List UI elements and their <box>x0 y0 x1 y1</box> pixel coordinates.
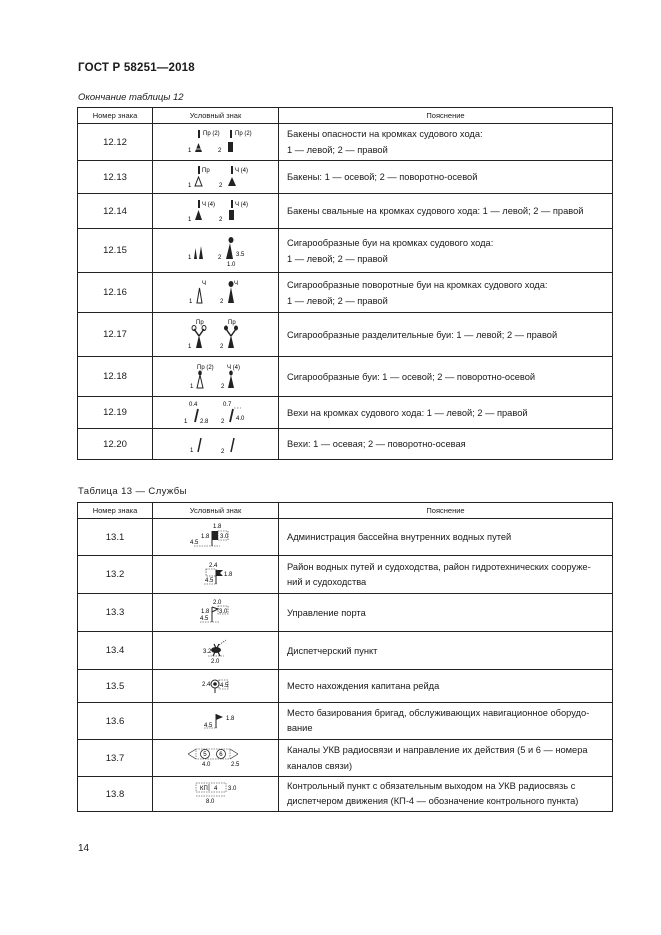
svg-text:4.5: 4.5 <box>204 577 213 584</box>
svg-text:4.5: 4.5 <box>199 615 208 622</box>
svg-text:1.8: 1.8 <box>225 716 234 722</box>
table13-caption: Таблица 13 — Службы <box>78 486 187 497</box>
sign-explanation: Место базирования бригад, обслуживающих навигационное оборудо- вание <box>279 703 613 740</box>
svg-text:2: 2 <box>217 148 221 154</box>
svg-text:2: 2 <box>218 217 222 223</box>
svg-text:Пр: Пр <box>201 168 210 174</box>
cigar-turning-buoys-icon <box>176 277 256 309</box>
sign-explanation: Вехи: 1 — осевая; 2 — поворотно-осевая <box>279 429 613 460</box>
sign-symbol-cell <box>153 556 279 594</box>
sign-number: 12.15 <box>78 229 153 273</box>
svg-text:1.8: 1.8 <box>200 608 209 615</box>
column-header-explanation: Пояснение <box>279 108 613 124</box>
sign-explanation: Бакены опасности на кромках судового хода: 1 — левой; 2 — правой <box>279 124 613 161</box>
table-row <box>78 670 613 703</box>
svg-text:Ч (4): Ч (4) <box>201 202 215 208</box>
sign-explanation: Сигарообразные буи на кромках судового хода: 1 — левой; 2 — правой <box>279 229 613 273</box>
sign-number: 13.4 <box>78 632 153 670</box>
svg-text:Ч (4): Ч (4) <box>234 168 248 174</box>
svg-text:Ч (4): Ч (4) <box>234 202 248 208</box>
sign-symbol-cell <box>153 519 279 556</box>
sign-number: 13.2 <box>78 556 153 594</box>
table-row <box>78 740 613 777</box>
svg-text:2: 2 <box>219 343 223 350</box>
sign-explanation: Сигарообразные поворотные буи на кромках судового хода: 1 — левой; 2 — правой <box>279 273 613 313</box>
sign-number: 13.8 <box>78 777 153 812</box>
sign-symbol-cell <box>153 594 279 632</box>
sign-number: 12.13 <box>78 161 153 194</box>
svg-text:Пр: Пр <box>227 319 236 326</box>
sign-number: 13.7 <box>78 740 153 777</box>
table-row <box>78 519 613 556</box>
svg-text:4.5: 4.5 <box>203 723 212 729</box>
sign-explanation: Контрольный пункт с обязательным выходом на УКВ радиосвязь с диспетчером движения (КП-4 — обозначение контрольного пункта) <box>279 777 613 812</box>
svg-text:1: 1 <box>189 448 193 454</box>
sign-number: 13.3 <box>78 594 153 632</box>
column-header-number: Номер знака <box>78 503 153 519</box>
sign-explanation: Сигарообразные разделительные буи: 1 — левой; 2 — правой <box>279 313 613 357</box>
cigar-axial-buoys-icon <box>176 361 256 393</box>
svg-text:4.5: 4.5 <box>219 683 228 689</box>
sign-number: 12.12 <box>78 124 153 161</box>
table-row <box>78 594 613 632</box>
svg-text:1.8: 1.8 <box>200 534 209 540</box>
sign-number: 12.17 <box>78 313 153 357</box>
sign-explanation: Бакены свальные на кромках судового хода: 1 — левой; 2 — правой <box>279 194 613 229</box>
buoys-axial-icon <box>176 164 256 190</box>
sign-symbol-cell <box>153 632 279 670</box>
table-row <box>78 229 613 273</box>
svg-text:1.8: 1.8 <box>212 524 221 530</box>
svg-text:Пр (2): Пр (2) <box>202 131 220 137</box>
svg-text:1: 1 <box>187 183 191 189</box>
sign-symbol-cell <box>153 229 279 273</box>
svg-text:Пр (2): Пр (2) <box>234 131 252 137</box>
svg-text:Пр: Пр <box>195 319 204 326</box>
svg-text:2: 2 <box>220 449 224 455</box>
svg-text:4.0: 4.0 <box>235 415 244 422</box>
column-header-number: Номер знака <box>78 108 153 124</box>
svg-text:Ч (4): Ч (4) <box>226 364 240 371</box>
table-13 <box>77 502 613 812</box>
svg-text:2: 2 <box>220 383 224 390</box>
waterway-district-icon <box>176 560 256 590</box>
sign-number: 12.14 <box>78 194 153 229</box>
svg-text:8.0: 8.0 <box>205 799 214 805</box>
table-row <box>78 357 613 397</box>
table12-caption: Окончание таблицы 12 <box>78 92 184 103</box>
svg-text:Ч: Ч <box>201 280 206 287</box>
table-12 <box>77 107 613 460</box>
hazard-buoys-edge-icon <box>176 127 256 157</box>
port-authority-icon <box>176 598 256 628</box>
svg-text:4.5: 4.5 <box>189 540 198 546</box>
sign-number: 12.20 <box>78 429 153 460</box>
sign-number: 13.1 <box>78 519 153 556</box>
spars-axial-icon <box>176 432 256 456</box>
svg-text:2.8: 2.8 <box>199 418 208 425</box>
svg-text:2: 2 <box>219 298 223 305</box>
navigation-brigade-base-icon <box>176 706 256 736</box>
svg-text:2.4: 2.4 <box>201 682 210 688</box>
table-row <box>78 397 613 429</box>
column-header-symbol: Условный знак <box>153 108 279 124</box>
sign-symbol-cell <box>153 194 279 229</box>
sign-symbol-cell <box>153 777 279 812</box>
svg-text:4.0: 4.0 <box>201 762 210 768</box>
sign-explanation: Место нахождения капитана рейда <box>279 670 613 703</box>
table-row <box>78 429 613 460</box>
svg-text:2: 2 <box>220 418 224 425</box>
svg-text:1.0: 1.0 <box>226 261 235 268</box>
table-row <box>78 313 613 357</box>
svg-text:1: 1 <box>187 217 191 223</box>
cigar-separation-buoys-icon <box>176 317 256 353</box>
sign-symbol-cell <box>153 161 279 194</box>
table-row <box>78 161 613 194</box>
table-row <box>78 703 613 740</box>
svg-text:2: 2 <box>218 183 222 189</box>
svg-text:3.5: 3.5 <box>235 251 244 258</box>
svg-text:2.0: 2.0 <box>210 658 219 665</box>
svg-text:3.2: 3.2 <box>202 648 211 655</box>
vhf-checkpoint-icon <box>176 780 256 808</box>
vhf-channels-icon <box>176 745 256 771</box>
sign-explanation: Район водных путей и судоходства, район гидротехнических сооруже- ний и судоходства <box>279 556 613 594</box>
basin-administration-icon <box>176 522 256 552</box>
sign-number: 12.19 <box>78 397 153 429</box>
sign-explanation: Диспетчерский пункт <box>279 632 613 670</box>
svg-text:5: 5 <box>202 752 207 758</box>
svg-text:3.0: 3.0 <box>219 534 228 540</box>
svg-text:1: 1 <box>189 383 193 390</box>
svg-text:6: 6 <box>218 752 223 758</box>
svg-text:1.8: 1.8 <box>223 571 232 578</box>
svg-text:0.7: 0.7 <box>222 401 231 408</box>
svg-text:КП: КП <box>199 786 208 792</box>
sign-explanation: Вехи на кромках судового хода: 1 — левой; 2 — правой <box>279 397 613 429</box>
table-header-row <box>78 503 613 519</box>
sign-symbol-cell <box>153 429 279 460</box>
svg-text:1: 1 <box>187 254 191 261</box>
cigar-buoys-edge-icon <box>176 233 256 269</box>
sign-number: 13.5 <box>78 670 153 703</box>
svg-text:1: 1 <box>183 418 187 425</box>
buoys-rafting-icon <box>176 198 256 224</box>
table-row <box>78 777 613 812</box>
svg-text:4: 4 <box>213 786 217 792</box>
table-row <box>78 124 613 161</box>
table-row <box>78 556 613 594</box>
sign-symbol-cell <box>153 273 279 313</box>
svg-text:3.0: 3.0 <box>227 786 236 792</box>
edge-spar-icon <box>173 400 259 426</box>
column-header-symbol: Условный знак <box>153 503 279 519</box>
sign-number: 13.6 <box>78 703 153 740</box>
svg-text:2.4: 2.4 <box>208 562 217 569</box>
table-row <box>78 273 613 313</box>
sign-explanation: Администрация бассейна внутренних водных путей <box>279 519 613 556</box>
sign-explanation: Сигарообразные буи: 1 — осевой; 2 — поворотно-осевой <box>279 357 613 397</box>
column-header-explanation: Пояснение <box>279 503 613 519</box>
sign-symbol-cell <box>153 357 279 397</box>
table-row <box>78 194 613 229</box>
svg-text:Ч: Ч <box>233 280 238 287</box>
svg-text:1: 1 <box>187 343 191 350</box>
svg-text:1: 1 <box>188 298 192 305</box>
sign-symbol-cell <box>153 124 279 161</box>
svg-text:1: 1 <box>187 148 191 154</box>
svg-text:3.0: 3.0 <box>218 608 227 615</box>
document-header: ГОСТ Р 58251—2018 <box>78 62 195 74</box>
sign-symbol-cell <box>153 313 279 357</box>
svg-text:0.4: 0.4 <box>188 401 197 408</box>
table-row <box>78 632 613 670</box>
sign-number: 12.16 <box>78 273 153 313</box>
sign-symbol-cell <box>153 703 279 740</box>
sign-symbol-cell <box>153 397 279 429</box>
svg-text:2: 2 <box>217 254 221 261</box>
table-header-row <box>78 108 613 124</box>
sign-explanation: Управление порта <box>279 594 613 632</box>
svg-text:Пр (2): Пр (2) <box>196 364 214 371</box>
page-number: 14 <box>78 843 90 854</box>
sign-symbol-cell <box>153 740 279 777</box>
svg-text:2.0: 2.0 <box>212 599 221 606</box>
sign-explanation: Каналы УКВ радиосвязи и направление их действия (5 и 6 — номера каналов связи) <box>279 740 613 777</box>
roadstead-captain-icon <box>176 673 256 699</box>
sign-number: 12.18 <box>78 357 153 397</box>
sign-explanation: Бакены: 1 — осевой; 2 — поворотно-осевой <box>279 161 613 194</box>
sign-symbol-cell <box>153 670 279 703</box>
svg-text:2.5: 2.5 <box>230 762 239 768</box>
dispatch-point-icon <box>176 636 256 666</box>
